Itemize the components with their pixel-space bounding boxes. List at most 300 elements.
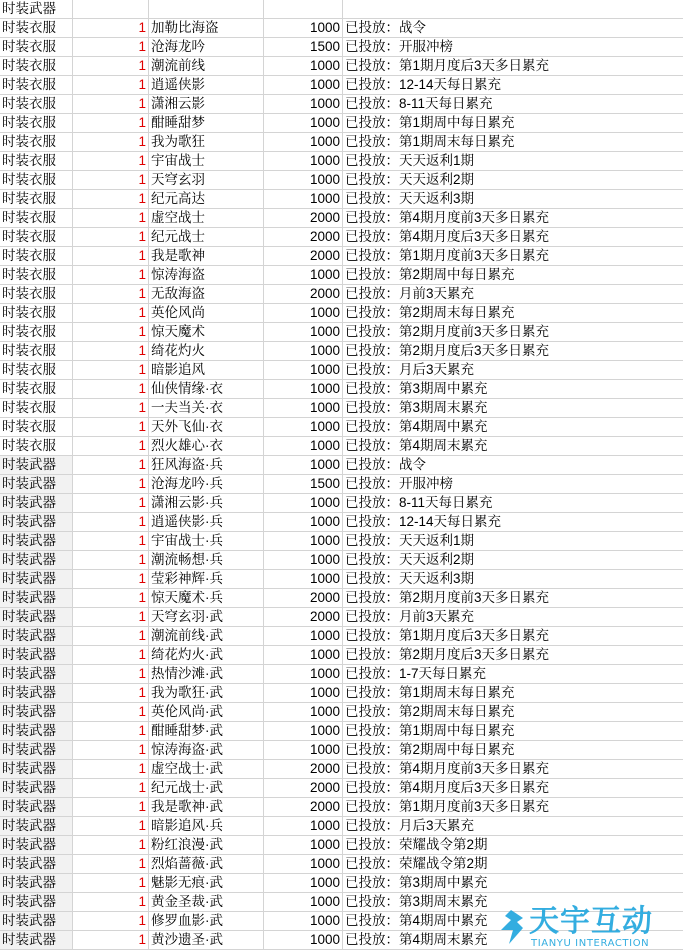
cell-name[interactable]: 沧海龙吟·兵 xyxy=(149,475,264,494)
header-row xyxy=(0,0,683,19)
cell-price[interactable]: 1000 xyxy=(264,266,343,285)
table-row xyxy=(0,665,683,684)
cell-type[interactable]: 时装衣服 xyxy=(0,399,73,418)
cell-type[interactable]: 时装衣服 xyxy=(0,361,73,380)
cell-price[interactable]: 1000 xyxy=(264,817,343,836)
table-row xyxy=(0,380,683,399)
cell-status[interactable]: 已投放：第4期周末累充 xyxy=(343,437,683,456)
cell-qty[interactable]: 1 xyxy=(73,399,149,418)
cell-price[interactable]: 1500 xyxy=(264,38,343,57)
cell-price[interactable]: 1000 xyxy=(264,931,343,950)
cell-status[interactable]: 已投放：第4期周中累充 xyxy=(343,912,683,931)
table-row xyxy=(0,76,683,95)
cell-price[interactable]: 1000 xyxy=(264,627,343,646)
cell-name[interactable]: 加勒比海盗 xyxy=(149,19,264,38)
cell-qty[interactable]: 1 xyxy=(73,532,149,551)
cell-status[interactable]: 已投放：第4期月度后3天多日累充 xyxy=(343,779,683,798)
cell-status[interactable]: 已投放：荣耀战令第2期 xyxy=(343,855,683,874)
cell-name[interactable]: 天穹玄羽 xyxy=(149,171,264,190)
cell-qty[interactable]: 1 xyxy=(73,912,149,931)
cell-name[interactable]: 烈火雄心·衣 xyxy=(149,437,264,456)
cell-type[interactable]: 时装武器 xyxy=(0,551,73,570)
cell-status[interactable]: 已投放：天天返利3期 xyxy=(343,190,683,209)
cell-price[interactable]: 1000 xyxy=(264,190,343,209)
cell-price[interactable]: 2000 xyxy=(264,209,343,228)
cell-qty[interactable]: 1 xyxy=(73,627,149,646)
cell-name[interactable]: 潮流畅想·兵 xyxy=(149,551,264,570)
table-row xyxy=(0,399,683,418)
cell-type[interactable]: 时装衣服 xyxy=(0,114,73,133)
cell-status[interactable]: 已投放：第3期周末累充 xyxy=(343,893,683,912)
cell-status[interactable]: 已投放：天天返利2期 xyxy=(343,171,683,190)
table-row xyxy=(0,798,683,817)
cell-qty[interactable]: 1 xyxy=(73,741,149,760)
cell-type[interactable]: 时装衣服 xyxy=(0,266,73,285)
cell-status[interactable]: 已投放：天天返利1期 xyxy=(343,532,683,551)
cell-name[interactable]: 沧海龙吟 xyxy=(149,38,264,57)
cell-status[interactable]: 已投放：战令 xyxy=(343,19,683,38)
cell-qty[interactable]: 1 xyxy=(73,114,149,133)
cell-price[interactable]: 1000 xyxy=(264,532,343,551)
cell-qty[interactable]: 1 xyxy=(73,190,149,209)
cell-name[interactable]: 纪元战士·武 xyxy=(149,779,264,798)
cell-status[interactable]: 已投放：天天返利1期 xyxy=(343,152,683,171)
cell-type[interactable]: 时装武器 xyxy=(0,855,73,874)
cell-price[interactable]: 1000 xyxy=(264,551,343,570)
cell-price[interactable]: 2000 xyxy=(264,228,343,247)
cell-qty[interactable]: 1 xyxy=(73,646,149,665)
cell-status[interactable]: 已投放：第4期月度前3天多日累充 xyxy=(343,209,683,228)
cell-status[interactable]: 已投放：开服冲榜 xyxy=(343,475,683,494)
table-row xyxy=(0,114,683,133)
table-row xyxy=(0,627,683,646)
cell-type[interactable]: 时装衣服 xyxy=(0,152,73,171)
table-row xyxy=(0,760,683,779)
cell-status[interactable]: 已投放：第2期周末每日累充 xyxy=(343,304,683,323)
table-row xyxy=(0,532,683,551)
cell-name[interactable]: 粉红浪漫·武 xyxy=(149,836,264,855)
cell-price[interactable]: 1000 xyxy=(264,437,343,456)
cell-name[interactable]: 虚空战士·武 xyxy=(149,760,264,779)
cell-name[interactable]: 天外飞仙·衣 xyxy=(149,418,264,437)
cell-price[interactable]: 1000 xyxy=(264,912,343,931)
table-row xyxy=(0,285,683,304)
cell-status[interactable]: 已投放：12-14天每日累充 xyxy=(343,513,683,532)
cell-qty[interactable] xyxy=(73,0,149,19)
cell-price[interactable]: 1000 xyxy=(264,684,343,703)
cell-status[interactable]: 已投放：月后3天累充 xyxy=(343,817,683,836)
table-row xyxy=(0,456,683,475)
cell-type[interactable]: 时装武器 xyxy=(0,684,73,703)
cell-status[interactable]: 已投放：第2期周末每日累充 xyxy=(343,703,683,722)
cell-qty[interactable]: 1 xyxy=(73,855,149,874)
cell-qty[interactable]: 1 xyxy=(73,456,149,475)
cell-name[interactable]: 逍遥侠影·兵 xyxy=(149,513,264,532)
cell-type[interactable]: 时装衣服 xyxy=(0,418,73,437)
cell-type[interactable]: 时装武器 xyxy=(0,836,73,855)
table-row xyxy=(0,190,683,209)
cell-status[interactable]: 已投放：第1期周末每日累充 xyxy=(343,133,683,152)
cell-status[interactable]: 已投放：天天返利3期 xyxy=(343,570,683,589)
cell-price[interactable]: 1000 xyxy=(264,703,343,722)
cell-name[interactable]: 魅影无痕·武 xyxy=(149,874,264,893)
cell-qty[interactable]: 1 xyxy=(73,304,149,323)
cell-price[interactable]: 2000 xyxy=(264,798,343,817)
cell-qty[interactable]: 1 xyxy=(73,171,149,190)
table-row xyxy=(0,608,683,627)
cell-type[interactable]: 时装衣服 xyxy=(0,95,73,114)
cell-qty[interactable]: 1 xyxy=(73,380,149,399)
table-row xyxy=(0,342,683,361)
cell-type[interactable]: 时装衣服 xyxy=(0,171,73,190)
cell-type[interactable]: 时装衣服 xyxy=(0,380,73,399)
cell-type[interactable]: 时装武器 xyxy=(0,760,73,779)
table-row xyxy=(0,133,683,152)
cell-type[interactable]: 时装武器 xyxy=(0,912,73,931)
cell-qty[interactable]: 1 xyxy=(73,76,149,95)
cell-name[interactable]: 纪元战士 xyxy=(149,228,264,247)
cell-name[interactable]: 狂风海盗·兵 xyxy=(149,456,264,475)
cell-status[interactable]: 已投放：第2期月度后3天多日累充 xyxy=(343,342,683,361)
cell-status[interactable]: 已投放：第3期周中累充 xyxy=(343,380,683,399)
cell-qty[interactable]: 1 xyxy=(73,931,149,950)
cell-qty[interactable]: 1 xyxy=(73,285,149,304)
cell-name[interactable]: 我是歌神 xyxy=(149,247,264,266)
cell-name[interactable]: 英伦风尚·武 xyxy=(149,703,264,722)
cell-status[interactable]: 已投放：第3期周末累充 xyxy=(343,399,683,418)
cell-name[interactable]: 我是歌神·武 xyxy=(149,798,264,817)
cell-status[interactable] xyxy=(343,0,683,19)
cell-qty[interactable]: 1 xyxy=(73,874,149,893)
cell-qty[interactable]: 1 xyxy=(73,418,149,437)
cell-name[interactable]: 惊涛海盗·武 xyxy=(149,741,264,760)
table-row xyxy=(0,361,683,380)
cell-status[interactable]: 已投放：第4期月度后3天多日累充 xyxy=(343,228,683,247)
cell-price[interactable]: 1000 xyxy=(264,323,343,342)
table-row xyxy=(0,722,683,741)
cell-qty[interactable]: 1 xyxy=(73,266,149,285)
cell-qty[interactable]: 1 xyxy=(73,209,149,228)
cell-price[interactable]: 1000 xyxy=(264,19,343,38)
cell-type[interactable]: 时装衣服 xyxy=(0,190,73,209)
table-row xyxy=(0,57,683,76)
cell-price[interactable]: 1000 xyxy=(264,570,343,589)
cell-qty[interactable]: 1 xyxy=(73,570,149,589)
cell-name[interactable]: 逍遥侠影 xyxy=(149,76,264,95)
cell-type[interactable]: 时装武器 xyxy=(0,893,73,912)
table-row xyxy=(0,152,683,171)
cell-price[interactable]: 1000 xyxy=(264,741,343,760)
cell-price[interactable]: 1000 xyxy=(264,456,343,475)
cell-status[interactable]: 已投放：第1期周中每日累充 xyxy=(343,114,683,133)
cell-status[interactable]: 已投放：第2期月度前3天多日累充 xyxy=(343,323,683,342)
cell-type[interactable]: 时装武器 xyxy=(0,817,73,836)
cell-type[interactable]: 时装武器 xyxy=(0,798,73,817)
cell-type[interactable]: 时装衣服 xyxy=(0,247,73,266)
cell-type[interactable]: 时装衣服 xyxy=(0,342,73,361)
cell-name[interactable]: 暗影追风·兵 xyxy=(149,817,264,836)
table-row xyxy=(0,209,683,228)
cell-qty[interactable]: 1 xyxy=(73,247,149,266)
table-row xyxy=(0,703,683,722)
table-row xyxy=(0,874,683,893)
cell-price[interactable]: 1000 xyxy=(264,304,343,323)
cell-qty[interactable]: 1 xyxy=(73,437,149,456)
table-row xyxy=(0,589,683,608)
cell-type[interactable]: 时装衣服 xyxy=(0,133,73,152)
cell-name[interactable]: 英伦风尚 xyxy=(149,304,264,323)
cell-name[interactable]: 黄金圣裁·武 xyxy=(149,893,264,912)
cell-name[interactable]: 惊天魔术·兵 xyxy=(149,589,264,608)
cell-type[interactable]: 时装衣服 xyxy=(0,304,73,323)
cell-qty[interactable]: 1 xyxy=(73,817,149,836)
table-row xyxy=(0,836,683,855)
cell-type[interactable]: 时装衣服 xyxy=(0,323,73,342)
cell-qty[interactable]: 1 xyxy=(73,513,149,532)
cell-status[interactable]: 已投放：第1期月度前3天多日累充 xyxy=(343,798,683,817)
cell-price[interactable]: 1000 xyxy=(264,874,343,893)
table-row xyxy=(0,475,683,494)
table-row xyxy=(0,304,683,323)
cell-status[interactable]: 已投放：第3期周中累充 xyxy=(343,874,683,893)
cell-qty[interactable]: 1 xyxy=(73,665,149,684)
cell-name[interactable]: 潮流前线·武 xyxy=(149,627,264,646)
watermark-subtitle: TIANYU INTERACTION xyxy=(531,938,650,949)
cell-qty[interactable]: 1 xyxy=(73,760,149,779)
cell-type[interactable]: 时装武器 xyxy=(0,627,73,646)
table-row xyxy=(0,418,683,437)
table-row xyxy=(0,171,683,190)
cell-price[interactable] xyxy=(264,0,343,19)
cell-qty[interactable]: 1 xyxy=(73,589,149,608)
table-row xyxy=(0,266,683,285)
cell-type[interactable]: 时装武器 xyxy=(0,931,73,950)
cell-status[interactable]: 已投放：第2期月度后3天多日累充 xyxy=(343,646,683,665)
cell-name[interactable]: 宇宙战士 xyxy=(149,152,264,171)
cell-price[interactable]: 1000 xyxy=(264,893,343,912)
cell-price[interactable]: 1000 xyxy=(264,836,343,855)
table-row xyxy=(0,646,683,665)
cell-type[interactable]: 时装衣服 xyxy=(0,76,73,95)
table-row xyxy=(0,247,683,266)
cell-type[interactable]: 时装衣服 xyxy=(0,57,73,76)
cell-name[interactable]: 酣睡甜梦 xyxy=(149,114,264,133)
cell-type[interactable]: 时装武器 xyxy=(0,589,73,608)
cell-status[interactable]: 已投放：第1期周末每日累充 xyxy=(343,684,683,703)
cell-name[interactable]: 一夫当关·衣 xyxy=(149,399,264,418)
cell-status[interactable]: 已投放：月前3天累充 xyxy=(343,285,683,304)
cell-price[interactable]: 2000 xyxy=(264,589,343,608)
table-row xyxy=(0,38,683,57)
cell-status[interactable]: 已投放：第1期月度前3天多日累充 xyxy=(343,247,683,266)
table-row xyxy=(0,19,683,38)
cell-qty[interactable]: 1 xyxy=(73,703,149,722)
cell-type[interactable]: 时装衣服 xyxy=(0,38,73,57)
cell-name[interactable]: 纪元高达 xyxy=(149,190,264,209)
cell-price[interactable]: 1000 xyxy=(264,57,343,76)
cell-name[interactable]: 惊涛海盗 xyxy=(149,266,264,285)
cell-type[interactable]: 时装武器 xyxy=(0,703,73,722)
cell-type[interactable]: 时装武器 xyxy=(0,570,73,589)
cell-qty[interactable]: 1 xyxy=(73,836,149,855)
cell-type[interactable]: 时装武器 xyxy=(0,0,73,19)
cell-name[interactable]: 天穹玄羽·武 xyxy=(149,608,264,627)
cell-name[interactable]: 暗影追风 xyxy=(149,361,264,380)
cell-status[interactable]: 已投放：第4期周末累充 xyxy=(343,931,683,950)
table-row xyxy=(0,437,683,456)
cell-price[interactable]: 1000 xyxy=(264,665,343,684)
cell-price[interactable]: 2000 xyxy=(264,760,343,779)
cell-name[interactable]: 修罗血影·武 xyxy=(149,912,264,931)
cell-name[interactable]: 绮花灼火 xyxy=(149,342,264,361)
table-row xyxy=(0,684,683,703)
cell-name[interactable]: 热情沙滩·武 xyxy=(149,665,264,684)
cell-type[interactable]: 时装衣服 xyxy=(0,285,73,304)
cell-qty[interactable]: 1 xyxy=(73,38,149,57)
table-row xyxy=(0,741,683,760)
cell-name[interactable] xyxy=(149,0,264,19)
cell-status[interactable]: 已投放：12-14天每日累充 xyxy=(343,76,683,95)
cell-type[interactable]: 时装武器 xyxy=(0,665,73,684)
cell-type[interactable]: 时装武器 xyxy=(0,475,73,494)
cell-price[interactable]: 1000 xyxy=(264,76,343,95)
cell-name[interactable]: 黄沙遗圣·武 xyxy=(149,931,264,950)
cell-name[interactable]: 烈焰蔷薇·武 xyxy=(149,855,264,874)
cell-status[interactable]: 已投放：第2期周中每日累充 xyxy=(343,266,683,285)
cell-qty[interactable]: 1 xyxy=(73,19,149,38)
cell-price[interactable]: 1000 xyxy=(264,646,343,665)
cell-type[interactable]: 时装武器 xyxy=(0,646,73,665)
table-row xyxy=(0,323,683,342)
cell-name[interactable]: 我为歌狂·武 xyxy=(149,684,264,703)
cell-type[interactable]: 时装武器 xyxy=(0,456,73,475)
cell-type[interactable]: 时装武器 xyxy=(0,722,73,741)
cell-name[interactable]: 无敌海盗 xyxy=(149,285,264,304)
cell-qty[interactable]: 1 xyxy=(73,133,149,152)
cell-qty[interactable]: 1 xyxy=(73,798,149,817)
cell-type[interactable]: 时装衣服 xyxy=(0,437,73,456)
cell-type[interactable]: 时装武器 xyxy=(0,513,73,532)
cell-price[interactable]: 2000 xyxy=(264,608,343,627)
cell-qty[interactable]: 1 xyxy=(73,475,149,494)
cell-qty[interactable]: 1 xyxy=(73,893,149,912)
cell-price[interactable]: 1000 xyxy=(264,342,343,361)
cell-price[interactable]: 2000 xyxy=(264,247,343,266)
table-row xyxy=(0,570,683,589)
cell-status[interactable]: 已投放：8-11天每日累充 xyxy=(343,494,683,513)
cell-price[interactable]: 1000 xyxy=(264,722,343,741)
cell-name[interactable]: 我为歌狂 xyxy=(149,133,264,152)
cell-status[interactable]: 已投放：第1期周中每日累充 xyxy=(343,722,683,741)
tianyu-watermark-logo xyxy=(495,904,675,950)
cell-qty[interactable]: 1 xyxy=(73,323,149,342)
cell-qty[interactable]: 1 xyxy=(73,152,149,171)
cell-name[interactable]: 宇宙战士·兵 xyxy=(149,532,264,551)
cell-type[interactable]: 时装武器 xyxy=(0,608,73,627)
cell-type[interactable]: 时装衣服 xyxy=(0,228,73,247)
cell-type[interactable]: 时装武器 xyxy=(0,532,73,551)
cell-name[interactable]: 莹彩神辉·兵 xyxy=(149,570,264,589)
cell-name[interactable]: 惊天魔术 xyxy=(149,323,264,342)
cell-status[interactable]: 已投放：战令 xyxy=(343,456,683,475)
watermark-title: 天宇互动 xyxy=(529,904,653,939)
cell-status[interactable]: 已投放：荣耀战令第2期 xyxy=(343,836,683,855)
cell-status[interactable]: 已投放：第1期月度后3天多日累充 xyxy=(343,57,683,76)
table-row xyxy=(0,513,683,532)
cell-status[interactable]: 已投放：第2期月度前3天多日累充 xyxy=(343,589,683,608)
table-row xyxy=(0,228,683,247)
cell-status[interactable]: 已投放：第2期周中每日累充 xyxy=(343,741,683,760)
cell-qty[interactable]: 1 xyxy=(73,684,149,703)
cell-status[interactable]: 已投放：第1期月度后3天多日累充 xyxy=(343,627,683,646)
cell-qty[interactable]: 1 xyxy=(73,342,149,361)
cell-price[interactable]: 1000 xyxy=(264,513,343,532)
cell-name[interactable]: 潇湘云影·兵 xyxy=(149,494,264,513)
cell-qty[interactable]: 1 xyxy=(73,779,149,798)
cell-status[interactable]: 已投放：第4期周中累充 xyxy=(343,418,683,437)
cell-qty[interactable]: 1 xyxy=(73,608,149,627)
cell-price[interactable]: 1000 xyxy=(264,418,343,437)
cell-type[interactable]: 时装衣服 xyxy=(0,209,73,228)
cell-qty[interactable]: 1 xyxy=(73,361,149,380)
cell-price[interactable]: 2000 xyxy=(264,779,343,798)
cell-qty[interactable]: 1 xyxy=(73,722,149,741)
cell-name[interactable]: 虚空战士 xyxy=(149,209,264,228)
cell-qty[interactable]: 1 xyxy=(73,494,149,513)
cell-qty[interactable]: 1 xyxy=(73,551,149,570)
table-row xyxy=(0,855,683,874)
cell-name[interactable]: 酣睡甜梦·武 xyxy=(149,722,264,741)
cell-name[interactable]: 仙侠情缘·衣 xyxy=(149,380,264,399)
cell-status[interactable]: 已投放：月后3天累充 xyxy=(343,361,683,380)
cell-name[interactable]: 绮花灼火·武 xyxy=(149,646,264,665)
cell-price[interactable]: 1000 xyxy=(264,361,343,380)
cell-price[interactable]: 1000 xyxy=(264,133,343,152)
cell-name[interactable]: 潮流前线 xyxy=(149,57,264,76)
cell-name[interactable]: 潇湘云影 xyxy=(149,95,264,114)
cell-price[interactable]: 1000 xyxy=(264,114,343,133)
table-row xyxy=(0,817,683,836)
cell-price[interactable]: 1000 xyxy=(264,152,343,171)
cell-price[interactable]: 1000 xyxy=(264,380,343,399)
cell-type[interactable]: 时装衣服 xyxy=(0,19,73,38)
cell-type[interactable]: 时装武器 xyxy=(0,779,73,798)
table-row xyxy=(0,551,683,570)
table-row xyxy=(0,779,683,798)
cell-price[interactable]: 1000 xyxy=(264,95,343,114)
cell-type[interactable]: 时装武器 xyxy=(0,741,73,760)
cell-qty[interactable]: 1 xyxy=(73,57,149,76)
cell-status[interactable]: 已投放：月前3天累充 xyxy=(343,608,683,627)
table-row xyxy=(0,95,683,114)
cell-qty[interactable]: 1 xyxy=(73,228,149,247)
cell-qty[interactable]: 1 xyxy=(73,95,149,114)
cell-price[interactable]: 1000 xyxy=(264,494,343,513)
cell-price[interactable]: 1000 xyxy=(264,399,343,418)
cell-price[interactable]: 1000 xyxy=(264,855,343,874)
cell-type[interactable]: 时装武器 xyxy=(0,494,73,513)
cell-status[interactable]: 已投放：1-7天每日累充 xyxy=(343,665,683,684)
cell-status[interactable]: 已投放：第4期月度前3天多日累充 xyxy=(343,760,683,779)
cell-type[interactable]: 时装武器 xyxy=(0,874,73,893)
table-row xyxy=(0,494,683,513)
cell-price[interactable]: 2000 xyxy=(264,285,343,304)
cell-status[interactable]: 已投放：开服冲榜 xyxy=(343,38,683,57)
cell-price[interactable]: 1500 xyxy=(264,475,343,494)
cell-price[interactable]: 1000 xyxy=(264,171,343,190)
cell-status[interactable]: 已投放：8-11天每日累充 xyxy=(343,95,683,114)
cell-status[interactable]: 已投放：天天返利2期 xyxy=(343,551,683,570)
